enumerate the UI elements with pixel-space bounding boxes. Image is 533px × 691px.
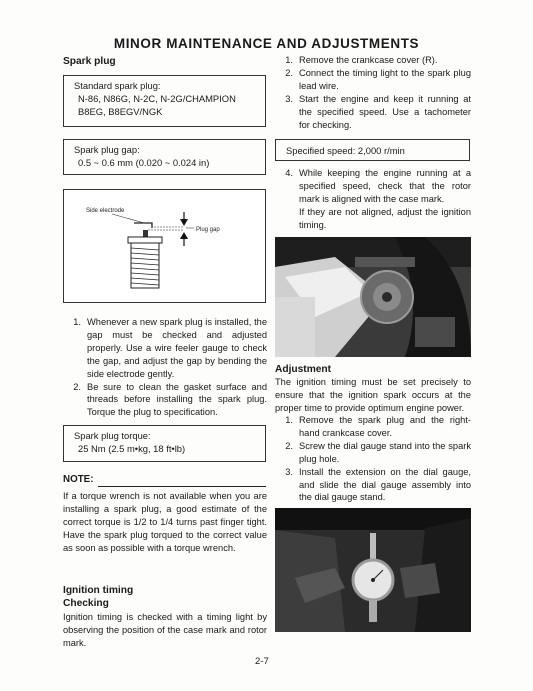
speed-spec: Specified speed: 2,000 r/min	[286, 145, 405, 156]
standard-plug-line1: N-86, N86G, N-2C, N-2G/CHAMPION	[78, 93, 236, 104]
page-title: MINOR MAINTENANCE AND ADJUSTMENTS	[113, 36, 420, 51]
step4-text: While keeping the engine running at a specified speed, check that the rotor mark is aligned with the case mark.	[299, 168, 471, 204]
spark-plug-torque-box	[63, 425, 266, 462]
ignition-timing-heading: Ignition timing	[63, 585, 134, 596]
timing-steps-a	[275, 54, 471, 131]
spark-plug-diagram	[63, 189, 266, 303]
standard-plug-line2: B8EG, B8EGV/NGK	[78, 106, 163, 117]
timing-steps-b	[275, 414, 471, 504]
spark-plug-steps	[63, 316, 267, 419]
note-divider	[98, 486, 266, 487]
list-item: 2. Be sure to clean the gasket surface and threads before installing the spark plug. Torque the plug to specification.	[73, 381, 267, 418]
adjustment-text: The ignition timing must be set precisely to ensure that the ignition spark occurs at the proper time to provide optimum engine power.	[275, 377, 471, 413]
standard-spark-plug-box	[63, 75, 266, 127]
list-item: 1. Remove the crankcase cover (R).	[285, 55, 438, 65]
list-item: 2. Connect the timing light to the spark plug lead wire.	[285, 67, 471, 91]
torque-value: 25 Nm (2.5 m•kg, 18 ft•lb)	[78, 443, 186, 454]
gap-value: 0.5 ~ 0.6 mm (0.020 ~ 0.024 in)	[78, 157, 210, 168]
spark-plug-heading: Spark plug	[63, 56, 116, 67]
gap-label: Spark plug gap:	[74, 144, 140, 155]
checking-subheading: Checking	[63, 598, 109, 609]
timing-step-4	[275, 167, 471, 232]
spark-plug-gap-box	[63, 139, 266, 175]
specified-speed-box	[275, 139, 470, 161]
page-number: 2-7	[255, 656, 269, 667]
list-item: 2. Screw the dial gauge stand into the spark plug hole.	[285, 440, 471, 464]
list-item: 3. Start the engine and keep it running at the specified speed. Use a tachometer for checking.	[285, 93, 471, 130]
list-item: 1. Remove the spark plug and the right-hand crankcase cover.	[285, 415, 471, 438]
adjustment-heading: Adjustment	[275, 364, 332, 375]
list-item: 4. While keeping the engine running at a specified speed, check that the rotor mark is aligned with the case mark. If they are not aligned, adjust the ignition timing.	[285, 168, 471, 230]
ignition-text: Ignition timing is checked with a timing light by observing the position of the case mark and rotor mark.	[63, 612, 267, 648]
engine-rotor-photo	[275, 237, 471, 357]
plug-gap-label: Plug gap	[196, 227, 220, 233]
list-item: 1. Whenever a new spark plug is installed, the gap must be checked and adjusted properly. Use a wire feeler gauge to check the gap, and adjust the gap by bending the side electrode gently.	[73, 317, 267, 379]
torque-label: Spark plug torque:	[74, 430, 151, 441]
note-label: NOTE:	[63, 474, 94, 485]
spark-plug-drawing	[64, 190, 265, 302]
center-electrode-shape	[143, 230, 148, 237]
standard-plug-label: Standard spark plug:	[74, 80, 161, 91]
side-electrode-shape	[134, 223, 152, 228]
dial-gauge-photo	[275, 508, 471, 632]
side-electrode-label: Side electrode	[86, 208, 125, 214]
step4-extra: If they are not aligned, adjust the ignition timing.	[299, 206, 471, 230]
note-text: If a torque wrench is not available when you are installing a spark plug, a good estimate of the correct torque is 1/2 to 1/4 turns past finger tight. Have the spark plug torqued to the correct value as soon as possible with a torque wrench.	[63, 491, 267, 553]
list-item: 3. Install the extension on the dial gauge, and slide the dial gauge assembly into the dial gauge stand.	[285, 466, 471, 503]
